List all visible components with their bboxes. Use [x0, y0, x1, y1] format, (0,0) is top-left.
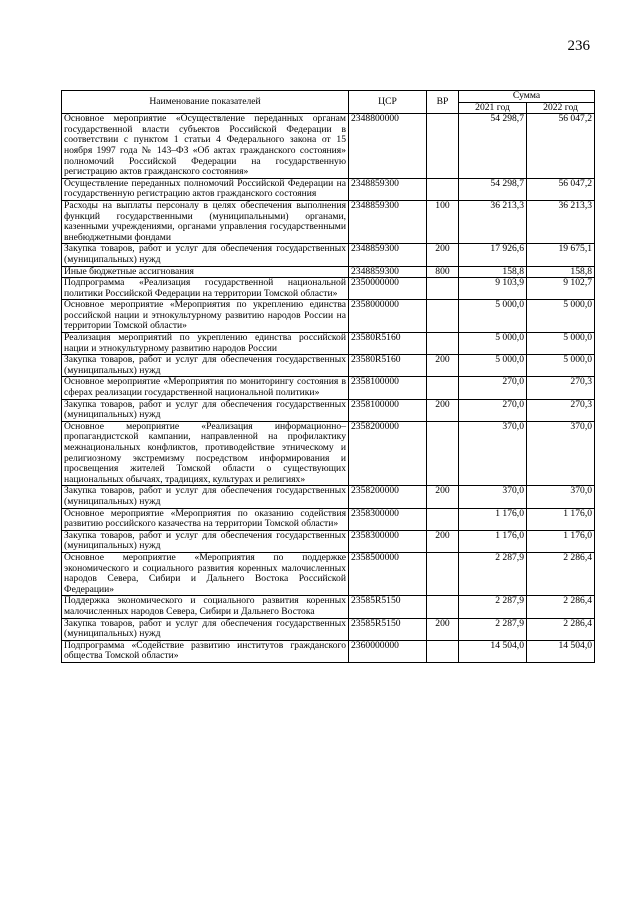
table-row	[62, 244, 595, 266]
row-name: Расходы на выплаты персоналу в целях обеспечения выполнения функций государственными (муниципальными) органами, казенными учреждениями, органами управления государственными внебюджетными фондами	[62, 200, 349, 243]
row-sum-2022: 270,3	[527, 377, 595, 399]
row-name: Основное мероприятие «Мероприятия по поддержке экономического и социального развития коренных малочисленных народов Севера, Сибири и Дальнего Востока Российской Федерации»	[62, 552, 349, 595]
table-row	[62, 552, 595, 595]
row-vr	[427, 377, 459, 399]
row-name: Закупка товаров, работ и услуг для обеспечения государственных (муниципальных) нужд	[62, 486, 349, 508]
table-row	[62, 508, 595, 530]
row-csr: 23585R5150	[349, 618, 427, 640]
row-vr	[427, 508, 459, 530]
row-csr: 2358500000	[349, 552, 427, 595]
table-row	[62, 200, 595, 243]
row-sum-2021: 1 176,0	[459, 530, 527, 552]
row-sum-2021: 2 287,9	[459, 552, 527, 595]
row-csr: 2358300000	[349, 530, 427, 552]
row-vr: 100	[427, 200, 459, 243]
row-sum-2021: 5 000,0	[459, 333, 527, 355]
row-csr: 2358100000	[349, 377, 427, 399]
row-csr: 2358000000	[349, 300, 427, 333]
table-row	[62, 266, 595, 278]
table-row	[62, 640, 595, 662]
row-csr: 23580R5160	[349, 333, 427, 355]
header-year-2022: 2022 год	[527, 102, 595, 114]
row-csr: 2348859300	[349, 266, 427, 278]
table-row	[62, 399, 595, 421]
row-name: Закупка товаров, работ и услуг для обеспечения государственных (муниципальных) нужд	[62, 244, 349, 266]
row-name: Закупка товаров, работ и услуг для обеспечения государственных (муниципальных) нужд	[62, 399, 349, 421]
row-name: Закупка товаров, работ и услуг для обеспечения государственных (муниципальных) нужд	[62, 530, 349, 552]
row-csr: 2358300000	[349, 508, 427, 530]
row-sum-2021: 158,8	[459, 266, 527, 278]
row-sum-2021: 54 298,7	[459, 178, 527, 200]
row-csr: 2358100000	[349, 399, 427, 421]
row-sum-2021: 370,0	[459, 421, 527, 486]
table-row	[62, 530, 595, 552]
row-sum-2021: 2 287,9	[459, 618, 527, 640]
row-name: Поддержка экономического и социального развития коренных малочисленных народов Севера, Сибири и Дальнего Востока	[62, 596, 349, 618]
row-sum-2021: 36 213,3	[459, 200, 527, 243]
row-name: Основное мероприятие «Мероприятия по оказанию содействия развитию российского казачества на территории Томской области»	[62, 508, 349, 530]
row-name: Подпрограмма «Реализация государственной национальной политики Российской Федерации на территории Томской области»	[62, 278, 349, 300]
row-sum-2022: 5 000,0	[527, 300, 595, 333]
row-sum-2022: 5 000,0	[527, 355, 595, 377]
row-name: Основное мероприятие «Реализация информационно–пропагандистской кампании, направленной на профилактику межнациональных конфликтов, противодействие этническому и религиозному экстремизму посредством информирования и просвещения жителей Томской области о существующих национальных обычаях, традициях, культурах и религиях»	[62, 421, 349, 486]
header-name: Наименование показателей	[62, 91, 349, 114]
row-csr: 2358200000	[349, 486, 427, 508]
table-row	[62, 114, 595, 179]
table-row	[62, 333, 595, 355]
row-vr: 200	[427, 355, 459, 377]
budget-table	[61, 90, 595, 663]
row-sum-2021: 54 298,7	[459, 114, 527, 179]
row-sum-2022: 14 504,0	[527, 640, 595, 662]
row-sum-2021: 5 000,0	[459, 300, 527, 333]
table-row	[62, 300, 595, 333]
row-sum-2022: 19 675,1	[527, 244, 595, 266]
row-sum-2021: 9 103,9	[459, 278, 527, 300]
row-csr: 2360000000	[349, 640, 427, 662]
row-vr	[427, 640, 459, 662]
row-sum-2022: 2 286,4	[527, 596, 595, 618]
row-csr: 23580R5160	[349, 355, 427, 377]
row-sum-2022: 270,3	[527, 399, 595, 421]
row-vr: 200	[427, 530, 459, 552]
row-sum-2022: 36 213,3	[527, 200, 595, 243]
header-sum: Сумма	[459, 91, 595, 103]
row-vr: 800	[427, 266, 459, 278]
row-sum-2022: 56 047,2	[527, 178, 595, 200]
row-sum-2021: 270,0	[459, 377, 527, 399]
row-sum-2022: 5 000,0	[527, 333, 595, 355]
table-row	[62, 596, 595, 618]
header-year-2021: 2021 год	[459, 102, 527, 114]
row-csr: 2348859300	[349, 178, 427, 200]
row-name: Подпрограмма «Содействие развитию институтов гражданского общества Томской области»	[62, 640, 349, 662]
row-sum-2021: 2 287,9	[459, 596, 527, 618]
header-csr: ЦСР	[349, 91, 427, 114]
row-vr	[427, 114, 459, 179]
table-row	[62, 178, 595, 200]
row-sum-2022: 2 286,4	[527, 618, 595, 640]
row-name: Основное мероприятие «Мероприятия по укреплению единства российской нации и этнокультурному развитию народов России на территории Томской области»	[62, 300, 349, 333]
table-row	[62, 421, 595, 486]
row-vr	[427, 300, 459, 333]
row-csr: 23585R5150	[349, 596, 427, 618]
row-sum-2022: 56 047,2	[527, 114, 595, 179]
row-vr: 200	[427, 399, 459, 421]
row-vr	[427, 421, 459, 486]
row-sum-2021: 5 000,0	[459, 355, 527, 377]
row-vr: 200	[427, 618, 459, 640]
row-csr: 2348859300	[349, 200, 427, 243]
table-row	[62, 377, 595, 399]
row-sum-2021: 14 504,0	[459, 640, 527, 662]
row-sum-2022: 370,0	[527, 421, 595, 486]
row-sum-2021: 17 926,6	[459, 244, 527, 266]
row-sum-2022: 370,0	[527, 486, 595, 508]
row-sum-2021: 1 176,0	[459, 508, 527, 530]
row-sum-2022: 1 176,0	[527, 530, 595, 552]
table-header	[62, 91, 595, 114]
row-vr	[427, 596, 459, 618]
row-name: Закупка товаров, работ и услуг для обеспечения государственных (муниципальных) нужд	[62, 355, 349, 377]
row-name: Закупка товаров, работ и услуг для обеспечения государственных (муниципальных) нужд	[62, 618, 349, 640]
table-row	[62, 355, 595, 377]
row-name: Реализация мероприятий по укреплению единства российской нации и этнокультурному развитию народов России	[62, 333, 349, 355]
row-vr	[427, 552, 459, 595]
row-name: Иные бюджетные ассигнования	[62, 266, 349, 278]
row-vr: 200	[427, 486, 459, 508]
row-name: Основное мероприятие «Осуществление переданных органам государственной власти субъектов Российской Федерации в соответствии с пунктом 1 статьи 4 Федерального закона от 15 ноября 1997 года № 143–ФЗ «Об актах гражданского состояния» полномочий Российской Федерации на государственную регистрацию актов гражданского состояния»	[62, 114, 349, 179]
row-vr	[427, 333, 459, 355]
table-row	[62, 278, 595, 300]
row-sum-2022: 158,8	[527, 266, 595, 278]
row-sum-2022: 2 286,4	[527, 552, 595, 595]
page-number: 236	[567, 38, 590, 54]
row-vr: 200	[427, 244, 459, 266]
row-sum-2021: 370,0	[459, 486, 527, 508]
row-sum-2021: 270,0	[459, 399, 527, 421]
table-row	[62, 486, 595, 508]
row-name: Основное мероприятие «Мероприятия по мониторингу состояния в сферах реализации государственной национальной политики»	[62, 377, 349, 399]
row-vr	[427, 278, 459, 300]
row-csr: 2358200000	[349, 421, 427, 486]
row-csr: 2348859300	[349, 244, 427, 266]
header-vr: ВР	[427, 91, 459, 114]
row-sum-2022: 9 102,7	[527, 278, 595, 300]
row-csr: 2350000000	[349, 278, 427, 300]
table-row	[62, 618, 595, 640]
row-vr	[427, 178, 459, 200]
row-name: Осуществление переданных полномочий Российской Федерации на государственную регистрацию актов гражданского состояния	[62, 178, 349, 200]
row-sum-2022: 1 176,0	[527, 508, 595, 530]
row-csr: 2348800000	[349, 114, 427, 179]
table-body	[62, 114, 595, 663]
